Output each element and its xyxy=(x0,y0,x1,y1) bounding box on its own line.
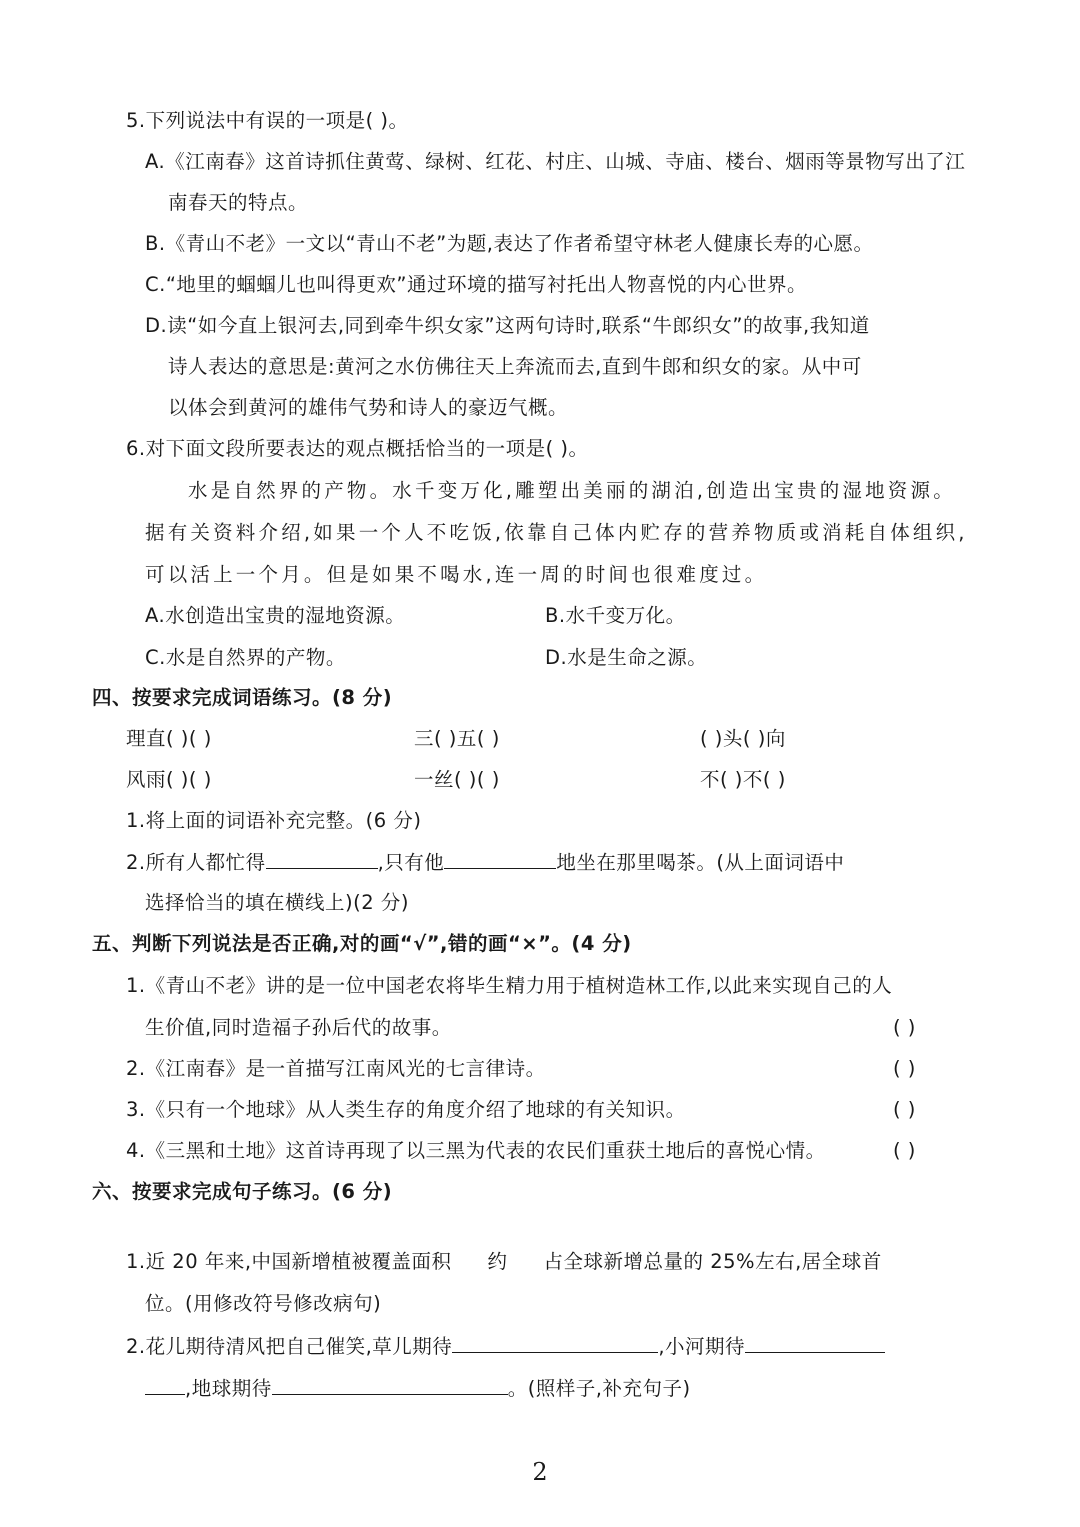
q5-option-a: A.《江南春》这首诗抓住黄莺、绿树、红花、村庄、山城、寺庙、楼台、烟雨等景物写出了江 xyxy=(145,150,966,173)
q6-passage-line3: 可以活上一个月。但是如果不喝水,连一周的时间也很难度过。 xyxy=(145,563,768,586)
judge-item-3: 3.《只有一个地球》从人类生存的角度介绍了地球的有关知识。 xyxy=(126,1098,686,1121)
word-fill-5: 一丝( )( ) xyxy=(414,768,500,791)
section4-q2 xyxy=(126,848,844,877)
section5-title: 五、判断下列说法是否正确,对的画“√”,错的画“×”。(4 分) xyxy=(92,932,632,955)
section6-q1-cont: 位。(用修改符号修改病句) xyxy=(145,1292,382,1315)
word-fill-4: 风雨( )( ) xyxy=(126,768,212,791)
q5-option-a-cont: 南春天的特点。 xyxy=(168,191,309,214)
q6-option-d: D.水是生命之源。 xyxy=(545,646,708,669)
q6-stem: 6.对下面文段所要表达的观点概括恰当的一项是( )。 xyxy=(126,437,589,460)
judge-item-1-cont: 生价值,同时造福子孙后代的故事。 xyxy=(145,1016,452,1039)
section6-q1-text1: 1.近 20 年来,中国新增植被覆盖面积 xyxy=(126,1250,452,1273)
q6-option-b: B.水千变万化。 xyxy=(545,604,686,627)
section6-title: 六、按要求完成句子练习。(6 分) xyxy=(92,1180,393,1203)
answer-blank[interactable] xyxy=(444,848,556,869)
section6-q2 xyxy=(126,1332,885,1361)
word-fill-2: 三( )五( ) xyxy=(414,727,500,750)
answer-blank[interactable] xyxy=(745,1332,885,1353)
q6-option-a: A.水创造出宝贵的湿地资源。 xyxy=(145,604,406,627)
section6-q2-text2: ,小河期待 xyxy=(658,1335,746,1358)
answer-paren-2[interactable]: ( ) xyxy=(893,1057,916,1080)
judge-item-2: 2.《江南春》是一首描写江南风光的七言律诗。 xyxy=(126,1057,546,1080)
answer-blank[interactable] xyxy=(452,1332,658,1353)
section6-q1 xyxy=(126,1248,882,1276)
page-number: 2 xyxy=(532,1458,548,1486)
section6-q2-text3: ,地球期待 xyxy=(185,1377,272,1400)
q6-option-c: C.水是自然界的产物。 xyxy=(145,646,346,669)
answer-blank[interactable] xyxy=(272,1374,508,1395)
section4-q2-text2: ,只有他 xyxy=(377,851,445,874)
answer-paren-4[interactable]: ( ) xyxy=(893,1139,916,1162)
judge-item-4: 4.《三黑和土地》这首诗再现了以三黑为代表的农民们重获土地后的喜悦心情。 xyxy=(126,1139,826,1162)
section4-q2-text3: 地坐在那里喝茶。(从上面词语中 xyxy=(556,851,845,874)
answer-blank[interactable] xyxy=(266,848,378,869)
section6-q1-text2: 占全球新增总量的 25%左右,居全球首 xyxy=(543,1250,882,1273)
judge-item-1: 1.《青山不老》讲的是一位中国老农将毕生精力用于植树造林工作,以此来实现自己的人 xyxy=(126,974,893,997)
section4-title: 四、按要求完成词语练习。(8 分) xyxy=(92,686,393,709)
section4-q1: 1.将上面的词语补充完整。(6 分) xyxy=(126,809,422,832)
q5-option-d: D.读“如今直上银河去,同到牵牛织女家”这两句诗时,联系“牛郎织女”的故事,我知道 xyxy=(145,314,870,337)
q5-option-d-cont2: 以体会到黄河的雄伟气势和诗人的豪迈气概。 xyxy=(168,396,569,419)
q5-option-c: C.“地里的蝈蝈儿也叫得更欢”通过环境的描写衬托出人物喜悦的内心世界。 xyxy=(145,273,808,296)
section4-q2-text1: 2.所有人都忙得 xyxy=(126,851,266,874)
answer-paren-3[interactable]: ( ) xyxy=(893,1098,916,1121)
word-fill-3: ( )头( )向 xyxy=(700,727,786,750)
q6-passage-line2: 据有关资料介绍,如果一个人不吃饭,依靠自己体内贮存的营养物质或消耗自体组织, xyxy=(145,521,968,544)
section6-q2-text1: 2.花儿期待清风把自己催笑,草儿期待 xyxy=(126,1335,453,1358)
q5-option-b: B.《青山不老》一文以“青山不老”为题,表达了作者希望守林老人健康长寿的心愿。 xyxy=(145,232,874,255)
section6-q2-text4: 。(照样子,补充句子) xyxy=(507,1377,691,1400)
word-fill-1: 理直( )( ) xyxy=(126,727,212,750)
answer-blank[interactable] xyxy=(145,1374,185,1395)
q5-option-d-cont1: 诗人表达的意思是:黄河之水仿佛往天上奔流而去,直到牛郎和织女的家。从中可 xyxy=(168,355,862,378)
section4-q2-cont: 选择恰当的填在横线上)(2 分) xyxy=(145,891,409,914)
section6-q1-word: 约 xyxy=(487,1250,508,1273)
section6-q2-cont xyxy=(145,1374,691,1403)
q5-stem: 5.下列说法中有误的一项是( )。 xyxy=(126,109,409,132)
word-fill-6: 不( )不( ) xyxy=(700,768,786,791)
answer-paren-1[interactable]: ( ) xyxy=(893,1016,916,1039)
q6-passage-line1: 水是自然界的产物。水千变万化,雕塑出美丽的湖泊,创造出宝贵的湿地资源。 xyxy=(188,479,956,502)
